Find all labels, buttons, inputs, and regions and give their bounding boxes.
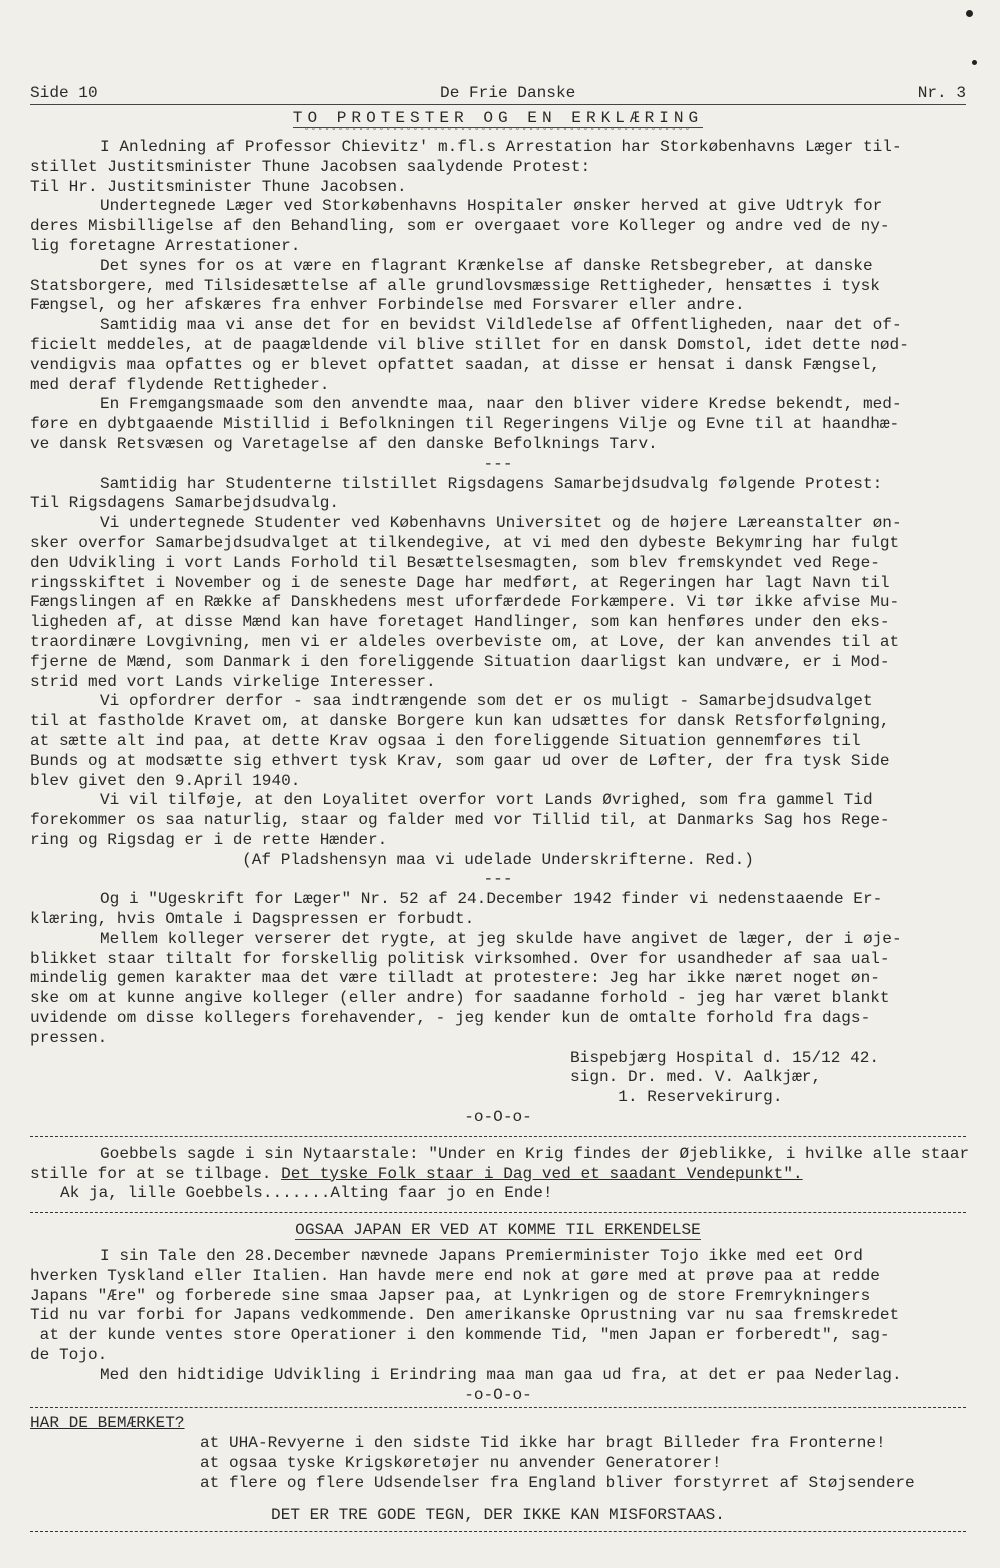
separator: ---	[483, 454, 513, 473]
signature-line: 1. Reservekirurg.	[570, 1088, 783, 1107]
list-item: at flere og flere Udsendelser fra England bliver forstyrret af Støjsendere	[200, 1473, 915, 1492]
article-title	[30, 1221, 966, 1241]
text-line: forekommer os saa naturlig, staar og falder med vor Tillid til, at Danmarks Sag hos Rege-	[30, 811, 890, 830]
dashed-divider	[30, 1531, 966, 1532]
text-line: Og i "Ugeskrift for Læger" Nr. 52 af 24.December 1942 finder vi nedenstaaende Er-	[100, 890, 883, 909]
text-line: Samtidig har Studenterne tilstillet Rigsdagens Samarbejdsudvalg følgende Protest:	[100, 474, 883, 493]
text-line: at sætte alt ind paa, at dette Krav ogsaa i den foreliggende Situation gennemføres til	[30, 731, 861, 750]
text-line: stillet Justitsminister Thune Jacobsen saalydende Protest:	[30, 157, 591, 176]
separator: ---	[483, 870, 513, 889]
end-mark: -o-O-o-	[464, 1108, 532, 1127]
text-line: klæring, hvis Omtale i Dagspressen er forbudt.	[30, 910, 475, 929]
text-line: Med den hidtidige Udvikling i Erindring maa man gaa ud fra, at det er paa Nederlag.	[100, 1365, 902, 1384]
text-line: ve dansk Retsvæsen og Varetagelse af den danske Befolknings Tarv.	[30, 434, 658, 453]
text-line: hverken Tyskland eller Italien. Han havde mere end nok at gøre med at prøve paa at redde	[30, 1266, 880, 1285]
addressee: Til Hr. Justitsminister Thune Jacobsen.	[30, 177, 407, 196]
text-line: Japans "Ære" og forberede sine smaa Japser paa, at Lynkrigen og de store Fremrykningers	[30, 1286, 871, 1305]
end-mark: -o-O-o-	[464, 1385, 532, 1404]
text-line: uvidende om disse kollegers forehavender, - jeg kender kun de omtalte forhold fra dags-	[30, 1009, 871, 1028]
addressee: Til Rigsdagens Samarbejdsudvalg.	[30, 494, 340, 513]
text-line: Fængsel, og her afskæres fra enhver Forbindelse med Forsvarer eller andre.	[30, 296, 745, 315]
text-line: Vi undertegnede Studenter ved Københavns Universitet og de højere Læreanstalter øn-	[100, 514, 902, 533]
text-line: Bunds og at modsætte sig ethvert tysk Krav, som gaar ud over de Løfter, der fra tysk Side	[30, 751, 890, 770]
underlined-quote: Det tyske Folk staar i Dag ved et saadant Vendepunkt".	[281, 1164, 803, 1183]
text-line: deres Misbilligelse af den Behandling, som er overgaaet vore Kolleger og andre ved de ny-	[30, 217, 890, 236]
signature-line: Bispebjærg Hospital d. 15/12 42.	[570, 1048, 880, 1067]
text-line: blikket staar tiltalt for forskellig politisk virksomhed. Over for usandheder af saa ual-	[30, 949, 890, 968]
text-line: den Udvikling i vort Lands Forhold til Besættelsesmagten, som blev fremskyndet ved Rege-	[30, 553, 880, 572]
text-line: Mellem kolleger verserer det rygte, at jeg skulde have angivet de læger, der i øje-	[100, 929, 902, 948]
text-line: strid med vort Lands virkelige Interesser.	[30, 672, 436, 691]
text-line: ring og Rigsdag er i de rette Hænder.	[30, 830, 388, 849]
editor-note: (Af Pladshensyn maa vi udelade Underskrifterne. Red.)	[242, 850, 754, 869]
text-line: pressen.	[30, 1028, 108, 1047]
section-title: HAR DE BEMÆRKET?	[30, 1414, 185, 1433]
signature-line: sign. Dr. med. V. Aalkjær,	[570, 1068, 822, 1087]
issue-number: Nr. 3	[917, 84, 966, 102]
page-number: Side 10	[30, 84, 98, 102]
list-item: at ogsaa tyske Krigskøretøjer nu anvender Generatorer!	[200, 1454, 722, 1472]
list-item: at UHA-Revyerne i den sidste Tid ikke har bragt Billeder fra Fronterne!	[200, 1434, 886, 1453]
ink-speck	[972, 60, 977, 65]
text-line: Fængslingen af en Række af Danskhedens mest uforfærdede Forkæmpere. Vi tør ikke afvise Mu-	[30, 593, 900, 612]
text-line: Statsborgere, med Tilsidesættelse af alle grundlovsmæssige Rettigheder, hensættes i tysk	[30, 276, 880, 295]
dashed-divider	[30, 1212, 966, 1213]
text-line: Tid nu var forbi for Japans vedkommende. Den amerikanske Oprustning var nu saa fremskredet	[30, 1306, 900, 1325]
text-line	[30, 1165, 966, 1185]
dashed-divider	[30, 1407, 966, 1408]
text-line: ficielt meddeles, at de paagældende vil blive stillet for en dansk Domstol, idet dette nød-	[30, 335, 909, 354]
text-line: I Anledning af Professor Chievitz' m.fl.s Arrestation har Storkøbenhavns Læger til-	[100, 138, 902, 156]
article-title	[30, 109, 966, 128]
text-segment: stille for at se tilbage.	[30, 1164, 282, 1183]
text-line: at der kunde ventes store Operationer i den kommende Tid, "men Japan er forberedt", sag-	[30, 1326, 890, 1345]
conclusion: DET ER TRE GODE TEGN, DER IKKE KAN MISFORSTAAS.	[271, 1505, 725, 1524]
text-line: Undertegnede Læger ved Storkøbenhavns Hospitaler ønsker herved at give Udtryk for	[100, 197, 883, 216]
text-line: En Fremgangsmaade som den anvendte maa, naar den bliver videre Kredse bekendt, med-	[100, 395, 902, 414]
text-line: vendigvis maa opfattes og er blevet opfattet saadan, at disse er hensat i dansk Fængsel,	[30, 355, 880, 374]
publication-title: De Frie Danske	[440, 84, 576, 102]
text-line: Goebbels sagde i sin Nytaarstale: "Under en Krig findes der Øjeblikke, i hvilke alle staar	[100, 1144, 970, 1163]
article-title-text: TO PROTESTER OG EN ERKLÆRING	[292, 109, 704, 127]
spacer	[30, 1494, 966, 1506]
title-dots: °°°°°°°°°°°°°°°°°°°°°°°°°°°°°°°°°°°°°°°°°°°°°°°°°°°°°°°°°	[304, 127, 692, 136]
text-line: fjerne de Mænd, som Danmark i den foreliggende Situation daarligst kan undvære, er i Mod-	[30, 652, 890, 671]
text-line: I sin Tale den 28.December nævnede Japans Premierminister Tojo ikke med eet Ord	[100, 1247, 863, 1266]
text-line: føre en dybtgaaende Mistillid i Befolkningen til Regeringens Vilje og Evne til at haandhæ-	[30, 415, 900, 434]
text-line: Ak ja, lille Goebbels.......Alting faar jo en Ende!	[60, 1184, 553, 1203]
text-line: til at fastholde Kravet om, at danske Borgere kun kan udsættes for dansk Retsforfølgning,	[30, 712, 890, 731]
text-line: ske om at kunne angive kolleger (eller andre) for saadanne forhold - jeg har været blankt	[30, 989, 890, 1008]
text-line: blev givet den 9.April 1940.	[30, 771, 301, 790]
text-line: Vi vil tilføje, at den Loyalitet overfor vort Lands Øvrighed, som fra gammel Tid	[100, 791, 873, 810]
text-line: sker overfor Samarbejdsudvalget at tilkendegive, at vi med den dybeste Bekymring har fulgt	[30, 533, 900, 552]
text-line: lig foretagne Arrestationer.	[30, 236, 301, 255]
text-line: Det synes for os at være en flagrant Krænkelse af danske Retsbegreber, at danske	[100, 256, 873, 275]
text-line: de Tojo.	[30, 1346, 108, 1365]
text-line: ligheden af, at disse Mænd kan have foretaget Handlinger, som kan henføres under den eks-	[30, 613, 890, 632]
ink-speck	[966, 10, 973, 17]
page-header	[30, 84, 966, 105]
text-line: Vi opfordrer derfor - saa indtrængende som det er os muligt - Samarbejdsudvalget	[100, 692, 873, 711]
text-line: mindelig gemen karakter maa det være tilladt at protestere: Jeg har ikke næret noget øn-	[30, 969, 880, 988]
text-line: med deraf flydende Rettigheder.	[30, 375, 330, 394]
text-line: ringsskiftet i November og i de seneste Dage har medført, at Regeringen har lagt Navn til	[30, 573, 890, 592]
article-title-text: OGSAA JAPAN ER VED AT KOMME TIL ERKENDELSE	[295, 1221, 701, 1240]
text-line: Samtidig maa vi anse det for en bevidst Vildledelse af Offentligheden, naar det of-	[100, 316, 902, 335]
dashed-divider	[30, 1136, 966, 1137]
text-line: traordinære Lovgivning, men vi er aldeles overbeviste om, at Love, der kan anvendes til at	[30, 632, 900, 651]
